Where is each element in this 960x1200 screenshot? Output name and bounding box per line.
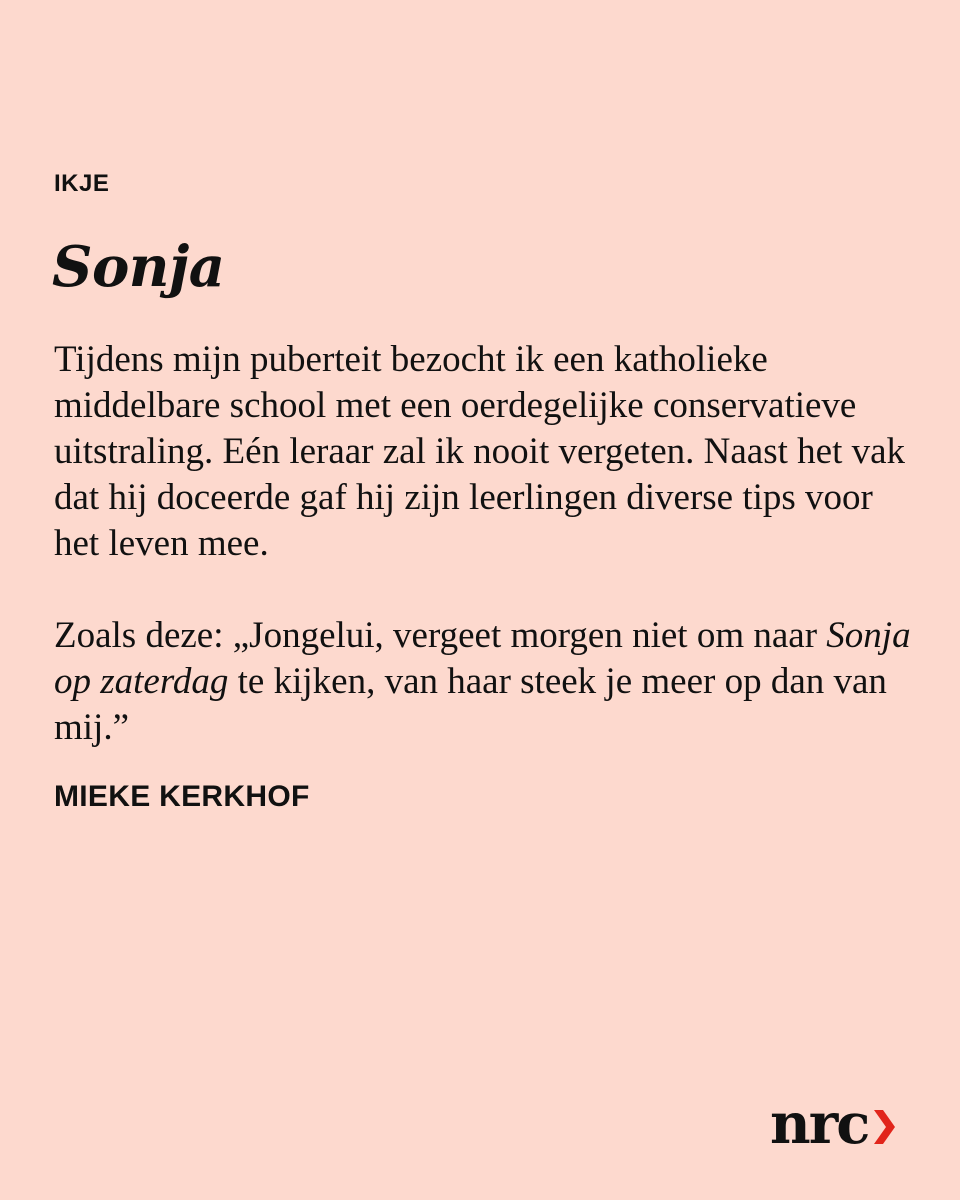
section-label: IKJE bbox=[54, 170, 110, 197]
author-byline: MIEKE KERKHOF bbox=[54, 780, 310, 813]
article-paragraph bbox=[54, 613, 914, 751]
paragraph-text: Zoals deze: „Jongelui, vergeet morgen niet om naar bbox=[54, 615, 827, 656]
page-title: Sonja bbox=[52, 234, 225, 300]
article-paragraph: Tijdens mijn puberteit bezocht ik een katholieke middelbare school met een oerdegelijke conservatieve uitstraling. Eén leraar zal ik nooit vergeten. Naast het vak dat hij doceerde gaf hij zijn leerlingen diverse tips voor het leven mee. bbox=[54, 339, 906, 564]
show-title-italic: Sonja op zaterdag bbox=[54, 615, 911, 702]
paragraph-text: te kijken, van haar steek je meer op dan van mij.” bbox=[54, 661, 887, 748]
chevron-right-icon bbox=[872, 1108, 896, 1146]
nrc-logo bbox=[770, 1091, 896, 1157]
logo-wordmark: nrc bbox=[770, 1091, 869, 1157]
article-body bbox=[54, 337, 914, 751]
